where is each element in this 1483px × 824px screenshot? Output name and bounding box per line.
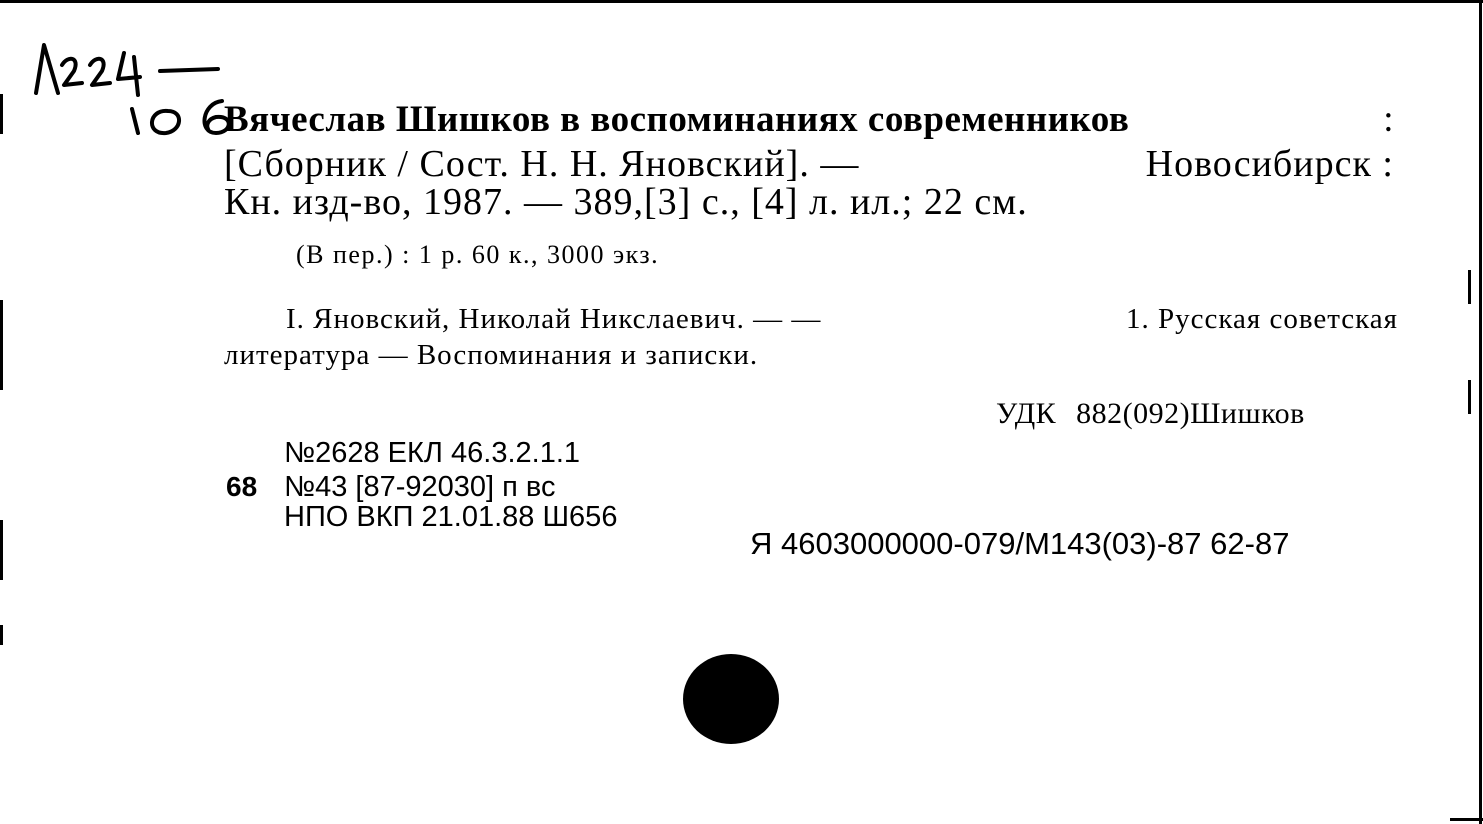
responsibility-line [224,144,1394,184]
udk-code: УДК 882(092)Шишков [996,397,1305,430]
card-punch-hole [683,654,779,744]
card-bottom-edge [1450,818,1483,821]
subject-line-1 [286,302,1398,336]
title-colon: : [1383,99,1394,140]
card-top-edge [0,0,1483,3]
printer-line: НПО ВКП 21.01.88 Ш656 [284,501,618,533]
catalog-number-line: №2628 ЕКЛ 46.3.2.1.1 [284,437,581,469]
subject-heading: 1. Русская советская [1125,303,1398,335]
publication-line: Кн. изд-во, 1987. — 389,[3] с., [4] л. ил.; 22 см. [224,181,1028,223]
left-edge-mark [0,625,3,645]
left-edge-mark [0,300,3,390]
left-edge-mark [0,94,3,134]
book-title: Вячеслав Шишков в воспоминаниях современников [224,99,1130,140]
right-edge-mark [1468,380,1471,414]
publication-place: Новосибирск : [1145,143,1394,185]
card-right-edge [1479,0,1482,824]
left-edge-mark [0,520,3,580]
index-code-line: Я 4603000000-079/М143(03)-87 62-87 [750,526,1290,561]
order-number-line: №43 [87-92030] п вс [284,471,556,503]
title-line [224,100,1394,140]
right-edge-mark [1468,270,1471,304]
subject-line-2: литература — Воспоминания и записки. [224,339,759,371]
price-line: (В пер.) : 1 р. 60 к., 3000 экз. [296,240,660,269]
added-entry: I. Яновский, Николай Никслаевич. — — [286,303,822,335]
compiler-statement: [Сборник / Сост. Н. Н. Яновский]. — [224,143,860,185]
card-number: 68 [226,471,258,502]
